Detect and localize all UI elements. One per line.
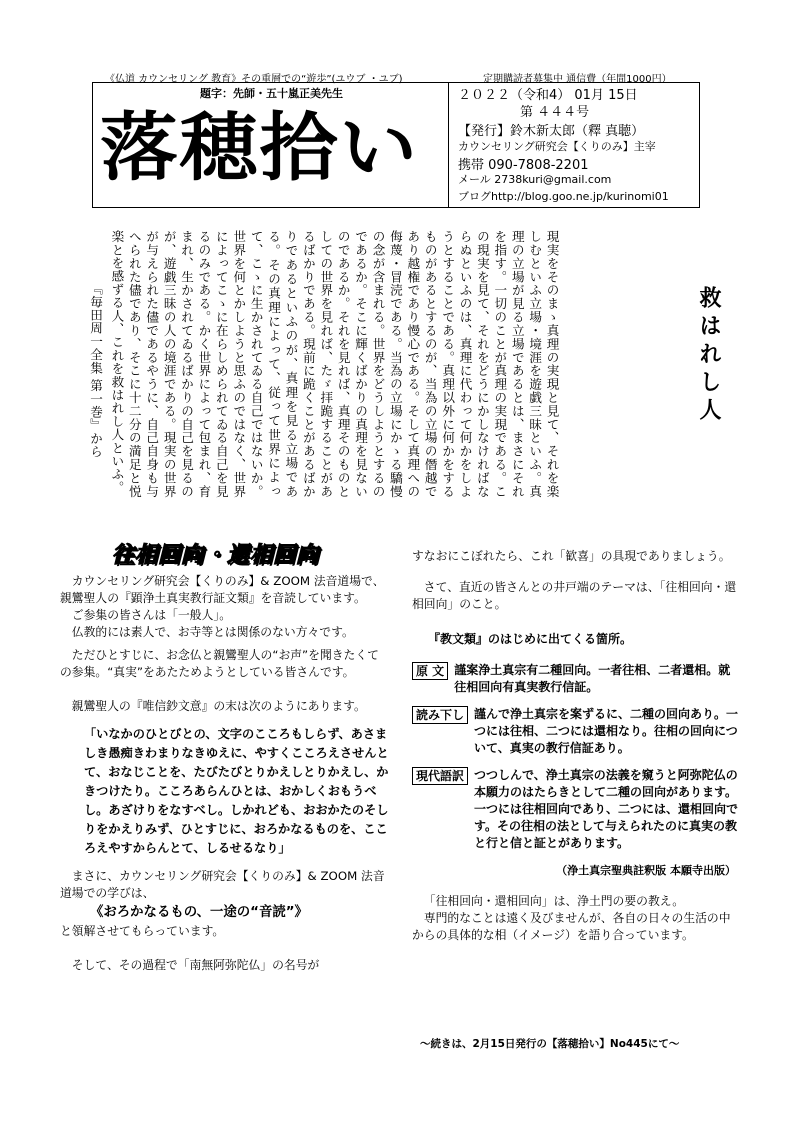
subheading: 『教文類』のはじめに出てくる箇所。 [428, 632, 633, 646]
paragraph: 「往相回向・還相回向」は、浄土門の要の教え。 [423, 894, 685, 908]
shinran-quote: 「いなかのひとびとの、文字のこころもしらず、あさましき愚痴きわまりなきゆえに、やすくこころえさせんとて、おなじことを、たびたびとりかえしとりかえし、かきつけたり。こころあらんひとは、おかしくおもうべし。あざけりをなすべし。しかれども、おおかたのそしりをかえりみず、ひとすじに、おろかなるものを、こころえやすからんとて、しるせるなり」 [84, 727, 389, 855]
original-text: 謹案浄土真宗有二種回向。一者往相、二者還相。就往相回向有真実教行信証。 [454, 663, 731, 694]
source-note: （浄土真宗聖典註釈版 本願寺出版） [556, 864, 736, 877]
original-text-block [412, 662, 742, 696]
left-column [60, 573, 390, 974]
translation-label: 現代語訳 [412, 767, 468, 785]
calligraphy-credit: 題字：先師・五十嵐正美先生 [200, 87, 343, 100]
masthead-divider [448, 82, 449, 208]
essay-citation: 『毎田周一全集 第一巻』から [88, 282, 103, 459]
paragraph: ご参集の皆さんは「一般人」。 [71, 608, 232, 622]
section-heading: 往相回向・還相回向 [112, 543, 320, 568]
keyword-phrase: 《おろかなるもの、一途の“音読”》 [90, 905, 308, 920]
paragraph: 専門的なことは遠く及びませんが、各自の日々の生活の中からの具体的な相（イメージ）を語り合っています。 [412, 911, 731, 942]
phone: 携帯 090-7808-2201 [458, 158, 589, 173]
reading-text: 謹んで浄土真宗を案ずるに、二種の回向あり。一つには往相、二つには還相なり。往相の回向について、真実の教行信証あり。 [474, 707, 739, 755]
reading-block [412, 706, 742, 757]
issue-date: ２０２２（令和4） 01月 15日 [458, 88, 638, 103]
original-label: 原 文 [412, 662, 448, 680]
organization: カウンセリング研究会【くりのみ】主宰 [458, 140, 656, 153]
paragraph: まさに、カウンセリング研究会【くりのみ】& ZOOM 法音道場での学びは、 [60, 869, 385, 900]
paragraph: さて、直近の皆さんとの井戸端のテーマは、「往相回向・還相回向」のこと。 [412, 580, 737, 611]
continued-notice: ～続きは、2月15日発行の【落穂拾い】No445にて～ [420, 1038, 680, 1050]
newsletter-logo: 落穂拾い [100, 105, 420, 191]
tagline: 《仏道 カウンセリング 教育》その重層での“遊歩”(ユウブ ・ユブ) [105, 74, 403, 85]
paragraph: カウンセリング研究会【くりのみ】& ZOOM 法音道場で、親鸞聖人の『顕浄土真実教行証文類』を音読しています。 [60, 574, 385, 605]
translation-text: つつしんで、浄土真宗の法義を窺うと阿弥陀仏の本願力のはたらきとして二種の回向があります。一つには往相回向であり、二つには、還相回向です。その往相の法として与えられたのに真実の教と行と信と証とがあります。 [474, 768, 739, 850]
paragraph: と領解させてもらっています。 [60, 924, 225, 938]
issue-number: 第 ４４４号 [520, 105, 590, 120]
right-column [412, 548, 742, 944]
paragraph: そして、その過程で「南無阿弥陀仏」の名号が [71, 958, 320, 972]
paragraph: 仏教的には素人で、お寺等とは関係のない方々です。 [71, 625, 354, 639]
paragraph: 親鸞聖人の『唯信鈔文意』の末は次のようにあります。 [71, 699, 366, 713]
subscription-notice: 定期購読者募集中 通信費（年間1000円） [483, 74, 672, 85]
translation-block [412, 767, 742, 852]
publisher: 【発行】鈴木新太郎（釋 真聴） [458, 124, 645, 139]
reading-label: 読み下し [412, 706, 468, 724]
essay-title: 救はれし人 [696, 286, 721, 426]
paragraph: すなおにこぼれたら、これ「歓喜」の具現でありましょう。 [412, 549, 731, 563]
blog-url: ブログhttp://blog.goo.ne.jp/kurinomi01 [458, 190, 669, 203]
essay-paragraph: 現実をそのまゝ真理の実現と見て、それを楽しむといふ立場・境涯を遊戯三昧といふ。真理の立場が見る立場であるとは、まさにそれを指す。一切のことが真理の実現である。この現実を見て、それをどうにかしなければならぬといふのは、真理に代わって何かをしようとすることである。真理以外に何かをするものがあるとするのが、当為の立場の僭越であり越権であり慢心である。そして真理への侮蔑・冒涜である。当為の立場にかゝる驕慢の念が含まれる。世界をどうしようとするのであるか。そこに輝くばかりの真理を見ないのであるか。それを見れば、真理そのものとしての世界を見れば、たゞ拝跪することがあるばかりである。現前に跪くことがあるばかりであるといふのが、真理を見る立場である。その真理によって、従って世界によって、こゝに生かされてゐる自己ではないか。世界を何とかしようと思ふのではなく、世界によってこゝに在らしめられてゐる自己を見るのみである。かく世界によって包まれ、育まれ、生かされてゐるばかりの自己を見るのが、遊戯三昧の人の境涯である。現実の世界が与えられた儘であるやうに、自己自身も与へられた儘であり、そこに十二分の満足と悦楽とを感ずる人、これを救はれし人といふ。 [109, 230, 560, 498]
essay-body [108, 230, 561, 498]
email: メール 2738kuri@gmail.com [458, 173, 612, 186]
paragraph: ただひとすじに、お念仏と親鸞聖人の“お声”を聞きたくての参集。“真実”をあたためようとしている皆さんです。 [60, 648, 379, 679]
